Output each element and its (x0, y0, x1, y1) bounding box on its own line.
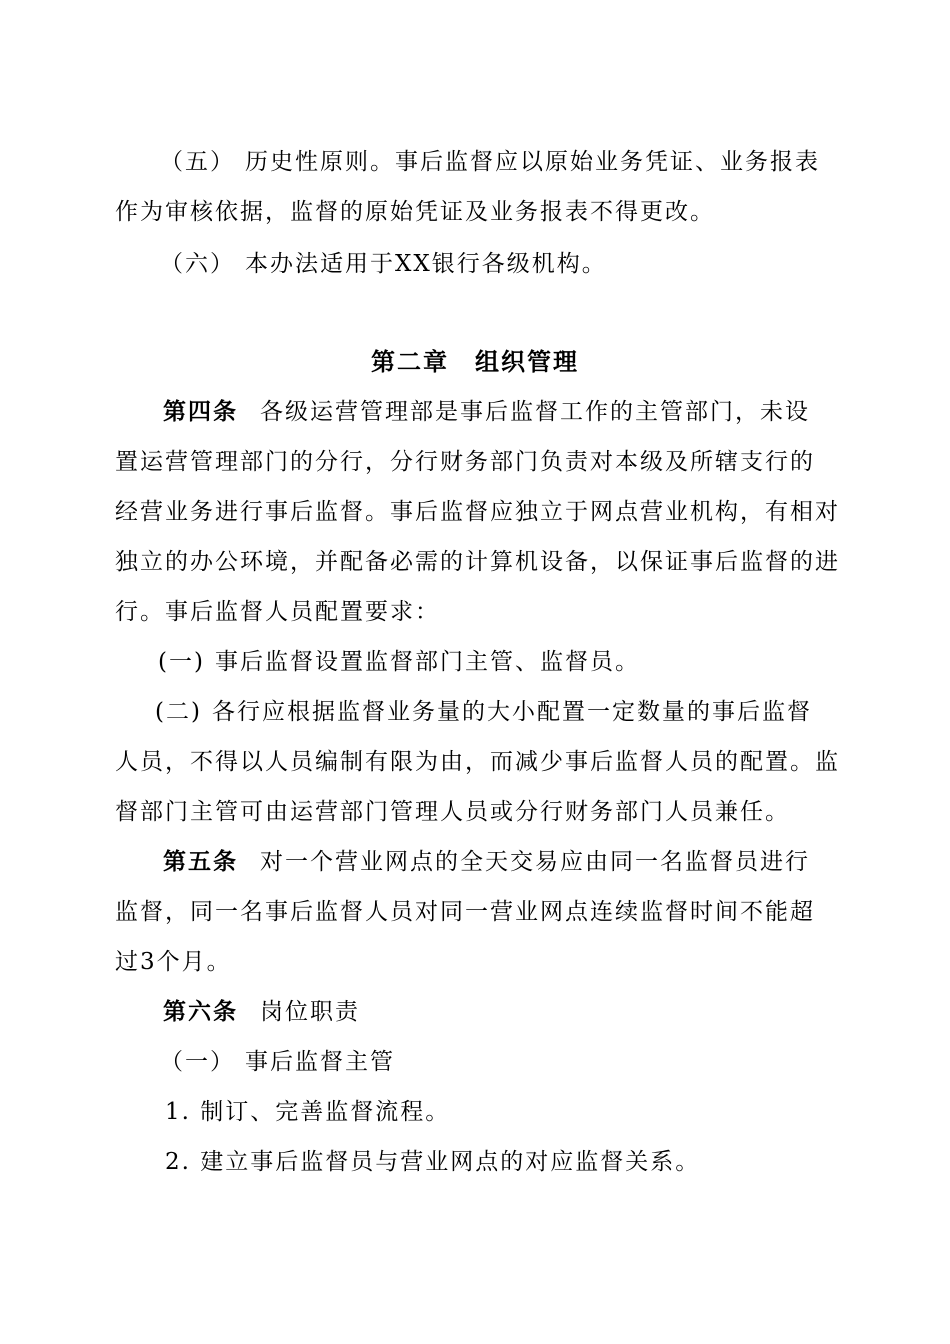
article-5-text: 对一个营业网点的全天交易应由同一名监督员进行 (260, 849, 810, 875)
article-6-item-1: 1. 制订、完善监督流程。 (165, 1099, 451, 1125)
article-6-label: 第六条 (163, 998, 238, 1025)
article-4-text: 各级运营管理部是事后监督工作的主管部门，未设 (260, 399, 810, 425)
paragraph-6-text: 本办法适用于XX银行各级机构。 (245, 251, 607, 277)
article-4-line-1 (163, 392, 810, 432)
article-6-sub-1-number: （一） (160, 1049, 235, 1075)
article-4-label: 第四条 (163, 398, 238, 425)
article-6-text: 岗位职责 (260, 999, 360, 1025)
article-4-item-1-number: (一) (158, 649, 205, 675)
article-4-item-2-text: 各行应根据监督业务量的大小配置一定数量的事后监督 (211, 699, 812, 725)
article-4-item-1 (158, 642, 640, 682)
article-6-item-2: 2. 建立事后监督员与营业网点的对应监督关系。 (165, 1149, 701, 1175)
article-6-line-1 (163, 992, 360, 1032)
article-4-line-3: 经营业务进行事后监督。事后监督应独立于网点营业机构，有相对 (115, 499, 840, 525)
article-5-line-3: 过3个月。 (115, 949, 232, 975)
article-4-item-2-line-3: 督部门主管可由运营部门管理人员或分行财务部门人员兼任。 (115, 799, 790, 825)
article-4-item-2-line-2: 人员，不得以人员编制有限为由，而减少事后监督人员的配置。监 (115, 749, 840, 775)
article-6-sub-1-text: 事后监督主管 (245, 1049, 395, 1075)
article-4-item-1-text: 事后监督设置监督部门主管、监督员。 (214, 649, 640, 675)
article-4-item-2-line-1 (155, 692, 812, 732)
paragraph-6-number: （六） (160, 251, 235, 277)
paragraph-5-text: 历史性原则。事后监督应以原始业务凭证、业务报表 (245, 149, 820, 175)
article-6-sub-1 (160, 1042, 395, 1082)
article-5-label: 第五条 (163, 848, 238, 875)
article-4-item-2-number: (二) (155, 699, 202, 725)
article-4-line-4: 独立的办公环境，并配备必需的计算机设备，以保证事后监督的进 (115, 549, 840, 575)
paragraph-6-line-1 (160, 244, 607, 284)
paragraph-5-line-2: 作为审核依据，监督的原始凭证及业务报表不得更改。 (115, 199, 715, 225)
article-4-line-2: 置运营管理部门的分行，分行财务部门负责对本级及所辖支行的 (115, 449, 815, 475)
chapter-title: 第二章 组织管理 (371, 347, 579, 376)
article-4-line-5: 行。事后监督人员配置要求： (115, 599, 440, 625)
paragraph-5-line-1 (160, 142, 820, 182)
paragraph-5-number: （五） (160, 149, 235, 175)
article-5-line-2: 监督，同一名事后监督人员对同一营业网点连续监督时间不能超 (115, 899, 815, 925)
article-5-line-1 (163, 842, 810, 882)
